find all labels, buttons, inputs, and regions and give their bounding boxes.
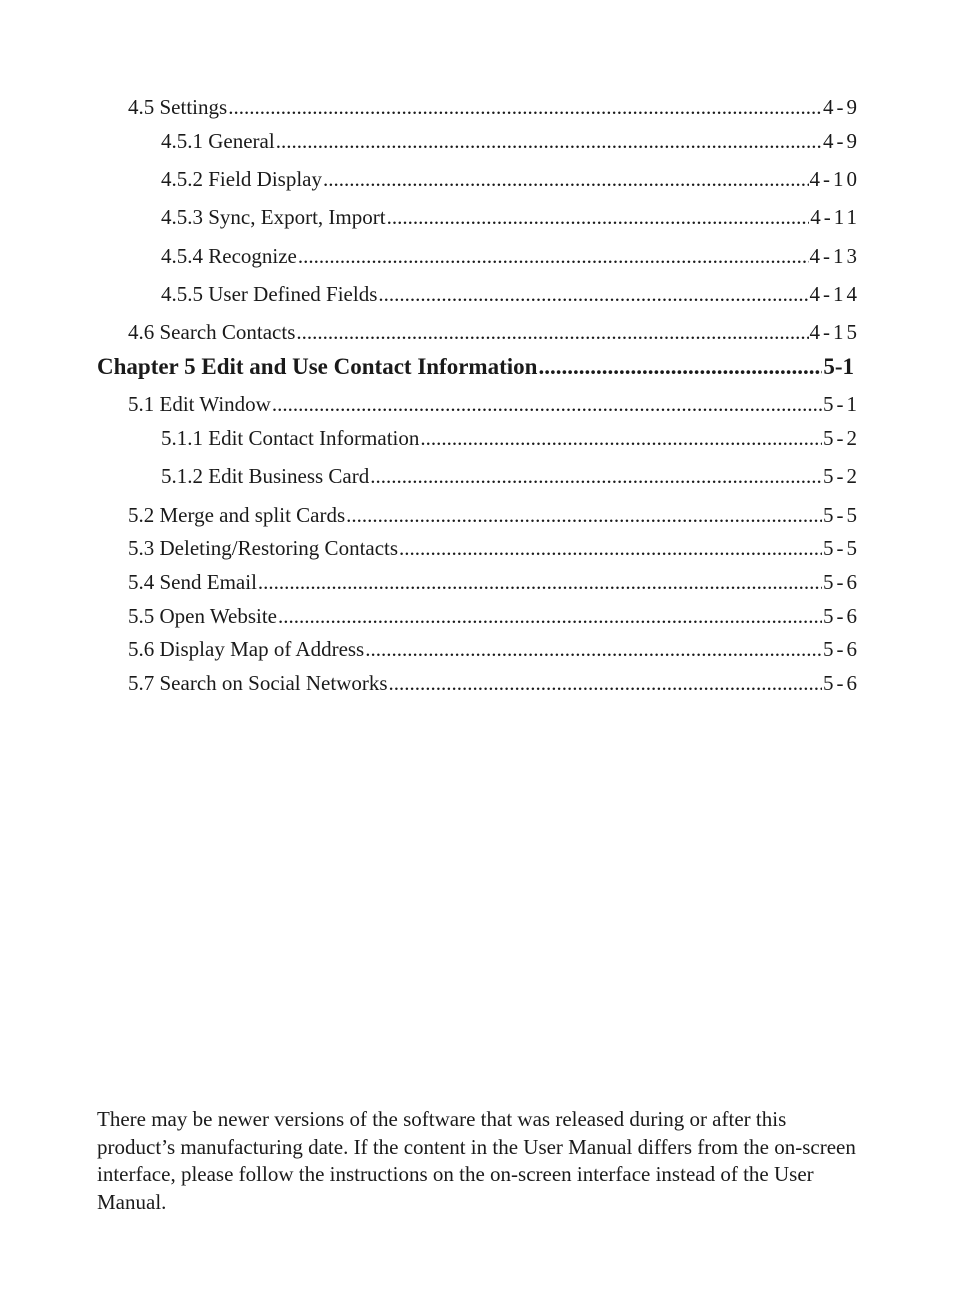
toc-entry-4-5-1-general[interactable] xyxy=(161,128,860,154)
dot-leader xyxy=(420,425,822,451)
toc-entry-page: 4-9 xyxy=(823,95,860,119)
dot-leader xyxy=(276,128,822,154)
toc-entry-page: 5-6 xyxy=(823,637,860,661)
toc-entry-title: 5.7 Search on Social Networks xyxy=(128,671,388,695)
dot-leader xyxy=(323,166,809,192)
toc-entry-5-6-display-map-of-address[interactable] xyxy=(128,636,860,662)
toc-entry-title: 4.5.1 General xyxy=(161,129,275,153)
toc-entry-title: 5.1.1 Edit Contact Information xyxy=(161,426,420,450)
toc-entry-4-5-4-recognize[interactable] xyxy=(161,243,860,269)
toc-entry-page: 5-6 xyxy=(823,671,860,695)
toc-entry-5-3-deleting-restoring-contacts[interactable] xyxy=(128,535,860,561)
toc-entry-5-1-1-edit-contact-information[interactable] xyxy=(161,425,860,451)
dot-leader xyxy=(387,204,810,230)
toc-entry-5-7-search-on-social-networks[interactable] xyxy=(128,670,860,696)
dot-leader xyxy=(399,535,822,561)
toc-entry-page: 5-1 xyxy=(823,354,854,379)
software-version-notice: There may be newer versions of the software that was released during or after this product’s manufacturing date. If the content in the User Manual differs from the on-screen interface, please follow the instructions on the on-screen interface instead of the User Manual. xyxy=(97,1107,856,1214)
toc-entry-page: 5-1 xyxy=(823,392,860,416)
toc-entry-title: 4.5.5 User Defined Fields xyxy=(161,282,378,306)
toc-entry-5-5-open-website[interactable] xyxy=(128,603,860,629)
toc-entry-page: 4-15 xyxy=(809,320,860,344)
toc-entry-title: 5.1 Edit Window xyxy=(128,392,271,416)
toc-entry-title: 4.5.4 Recognize xyxy=(161,244,297,268)
toc-entry-page: 4-13 xyxy=(809,244,860,268)
toc-entry-4-6-search-contacts[interactable] xyxy=(128,319,860,345)
toc-entry-5-4-send-email[interactable] xyxy=(128,569,860,595)
toc-entry-page: 4-9 xyxy=(823,129,860,153)
toc-entry-5-1-2-edit-business-card[interactable] xyxy=(161,463,860,489)
toc-entry-page: 5-5 xyxy=(823,503,860,527)
toc-entry-title: 5.2 Merge and split Cards xyxy=(128,503,346,527)
toc-entry-page: 5-2 xyxy=(823,426,860,450)
dot-leader xyxy=(538,354,822,380)
toc-entry-title: 4.5.3 Sync, Export, Import xyxy=(161,205,386,229)
toc-entry-4-5-2-field-display[interactable] xyxy=(161,166,860,192)
toc-entry-title: 4.5 Settings xyxy=(128,95,228,119)
toc-entry-page: 4-10 xyxy=(809,167,860,191)
toc-entry-page: 4-14 xyxy=(809,282,860,306)
toc-entry-page: 5-6 xyxy=(823,570,860,594)
toc-entry-chapter-5[interactable] xyxy=(97,354,854,380)
toc-entry-title: 5.6 Display Map of Address xyxy=(128,637,365,661)
toc-entry-4-5-5-user-defined-fields[interactable] xyxy=(161,281,860,307)
toc-entry-title: 5.5 Open Website xyxy=(128,604,277,628)
dot-leader xyxy=(346,502,822,528)
dot-leader xyxy=(278,603,822,629)
toc-entry-page: 5-2 xyxy=(823,464,860,488)
toc-entry-title: 4.6 Search Contacts xyxy=(128,320,296,344)
dot-leader xyxy=(365,636,822,662)
toc-entry-title: 5.3 Deleting/Restoring Contacts xyxy=(128,536,399,560)
toc-entry-4-5-3-sync-export-import[interactable] xyxy=(161,204,860,230)
toc-entry-title: 5.4 Send Email xyxy=(128,570,257,594)
toc-entry-title: 4.5.2 Field Display xyxy=(161,167,322,191)
dot-leader xyxy=(389,670,822,696)
dot-leader xyxy=(258,569,822,595)
toc-entry-page: 5-5 xyxy=(823,536,860,560)
toc-entry-page: 5-6 xyxy=(823,604,860,628)
toc-entry-page: 4-11 xyxy=(810,205,860,229)
dot-leader xyxy=(370,463,822,489)
toc-entry-title: 5.1.2 Edit Business Card xyxy=(161,464,370,488)
toc-chapter-title: Chapter 5 Edit and Use Contact Information xyxy=(97,354,538,379)
toc-entry-4-5-settings[interactable] xyxy=(128,94,860,120)
dot-leader xyxy=(378,281,808,307)
toc-entry-5-2-merge-and-split-cards[interactable] xyxy=(128,502,860,528)
dot-leader xyxy=(228,94,822,120)
dot-leader xyxy=(298,243,809,269)
dot-leader xyxy=(272,391,822,417)
dot-leader xyxy=(296,319,808,345)
toc-entry-5-1-edit-window[interactable] xyxy=(128,391,860,417)
